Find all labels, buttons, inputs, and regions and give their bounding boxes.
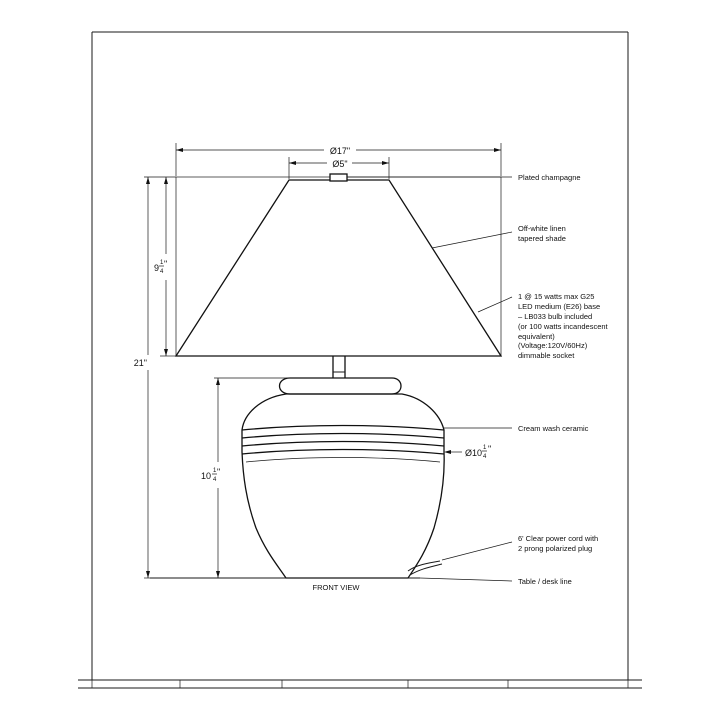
- base-diameter-num: 1: [483, 445, 487, 451]
- svg-text:6' Clear power cord with: 6' Clear power cord with: [518, 534, 599, 543]
- callout-shade: [518, 224, 566, 243]
- leader-lines: [347, 177, 512, 581]
- callout-table: Table / desk line: [518, 577, 572, 586]
- svg-text:equivalent): equivalent): [518, 332, 555, 341]
- view-label: FRONT VIEW: [312, 583, 360, 592]
- callout-bulb: [518, 292, 609, 360]
- base-height-den: 4: [213, 477, 217, 483]
- dim-total-height: [134, 177, 176, 578]
- base-height-label: 10: [201, 471, 212, 481]
- base-diameter-unit: ": [488, 444, 492, 454]
- total-height-label: 21": [133, 358, 147, 368]
- lamp-shade: [176, 177, 501, 356]
- svg-text:tapered shade: tapered shade: [518, 234, 566, 243]
- callout-finial: Plated champagne: [518, 173, 581, 182]
- svg-text:2 prong polarized plug: 2 prong polarized plug: [518, 544, 593, 553]
- callout-body: Cream wash ceramic: [518, 424, 589, 433]
- svg-text:Off-white linen: Off-white linen: [518, 224, 566, 233]
- callout-cord: [518, 534, 598, 553]
- dim-base-diameter: [444, 444, 491, 460]
- shade-height-label: 9: [154, 263, 160, 273]
- body-bands: [242, 426, 444, 463]
- base-cap: [280, 378, 402, 394]
- lamp-neck: [333, 356, 345, 378]
- svg-text:(or 100 watts incandescent: (or 100 watts incandescent: [518, 322, 608, 331]
- svg-text:1 @ 15 watts max G25: 1 @ 15 watts max G25: [518, 292, 595, 301]
- shade-height-den: 4: [160, 269, 164, 275]
- svg-text:LED medium (E26) base: LED medium (E26) base: [518, 302, 601, 311]
- svg-text:– LB033 bulb included: – LB033 bulb included: [518, 312, 593, 321]
- finial: [330, 174, 347, 181]
- shade-height-num: 1: [160, 260, 164, 266]
- top-diameter-label: Ø5": [332, 159, 348, 169]
- dim-base-height: [201, 378, 290, 578]
- power-cord: [408, 561, 442, 575]
- svg-text:dimmable socket: dimmable socket: [518, 351, 575, 360]
- base-height-num: 1: [213, 468, 217, 474]
- base-diameter-den: 4: [483, 454, 487, 460]
- svg-text:(Voltage:120V/60Hz): (Voltage:120V/60Hz): [518, 341, 588, 350]
- shade-diameter-label: Ø17": [329, 146, 351, 156]
- shade-height-unit: ": [164, 259, 168, 269]
- base-height-unit: ": [217, 467, 221, 477]
- dim-shade-height: [154, 177, 176, 356]
- title-block: [78, 680, 642, 688]
- base-diameter-label: Ø10: [465, 448, 483, 458]
- ceramic-body: [242, 394, 444, 578]
